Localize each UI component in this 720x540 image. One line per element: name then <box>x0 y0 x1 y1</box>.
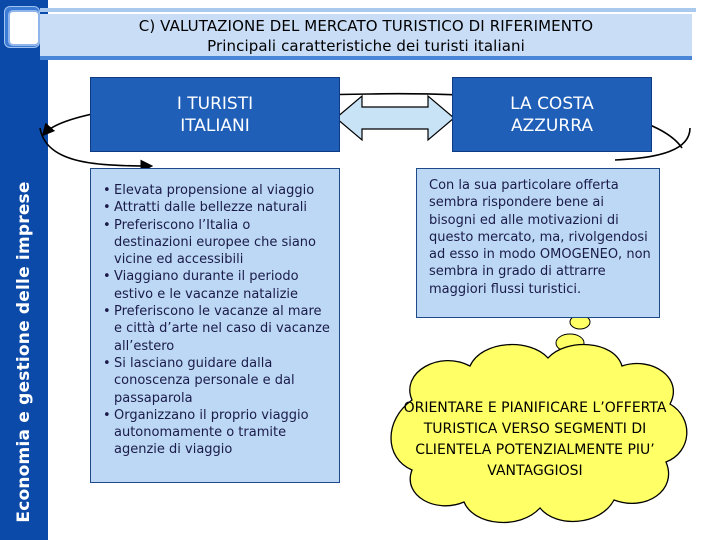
costa-azzurra-description: Con la sua particolare offerta sembra rispondere bene ai bisogni ed alle motivazioni di questo mercato, ma, rivolgendosi ad esso in modo OMOGENEO, non sembra in grado di attrarre maggiori flussi turistici. <box>429 178 651 297</box>
list-item: • Attratti dalle bellezze naturali <box>103 199 331 216</box>
right-content-box <box>416 168 660 318</box>
header-right-line2: AZZURRA <box>511 115 593 136</box>
list-item: • Viaggiano durante il periodo estivo e le vacanze natalizie <box>103 268 331 303</box>
title-line-2: Principali caratteristiche dei turisti italiani <box>207 37 525 55</box>
left-content-box <box>90 168 340 483</box>
list-item: • Elevata propensione al viaggio <box>103 182 331 199</box>
header-costa-azzurra <box>452 77 652 152</box>
header-left-line2: ITALIANI <box>180 115 250 136</box>
tourist-characteristics-list <box>103 182 331 459</box>
list-item: • Organizzano il proprio viaggio autonomamente o tramite agenzie di viaggio <box>103 407 331 459</box>
double-arrow <box>336 96 454 140</box>
header-right-line1: LA COSTA <box>510 93 594 114</box>
title-line-1: C) VALUTAZIONE DEL MERCATO TURISTICO DI RIFERIMENTO <box>138 17 594 35</box>
header-left-line1: I TURISTI <box>176 93 254 114</box>
sidebar-title: Economia e gestione delle imprese <box>14 181 34 523</box>
header-turisti-italiani <box>90 77 340 152</box>
cloud-recommendation: ORIENTARE E PIANIFICARE L’OFFERTA TURISTICA VERSO SEGMENTI DI CLIENTELA POTENZIALMENTE PIU’ VANTAGGIOSI <box>403 400 667 479</box>
list-item: • Preferiscono le vacanze al mare e città d’arte nel caso di vacanze all’estero <box>103 303 331 355</box>
list-item: • Si lasciano guidare dalla conoscenza personale e dal passaparola <box>103 355 331 407</box>
list-item: • Preferiscono l’Italia o destinazioni europee che siano vicine ed accessibili <box>103 217 331 269</box>
